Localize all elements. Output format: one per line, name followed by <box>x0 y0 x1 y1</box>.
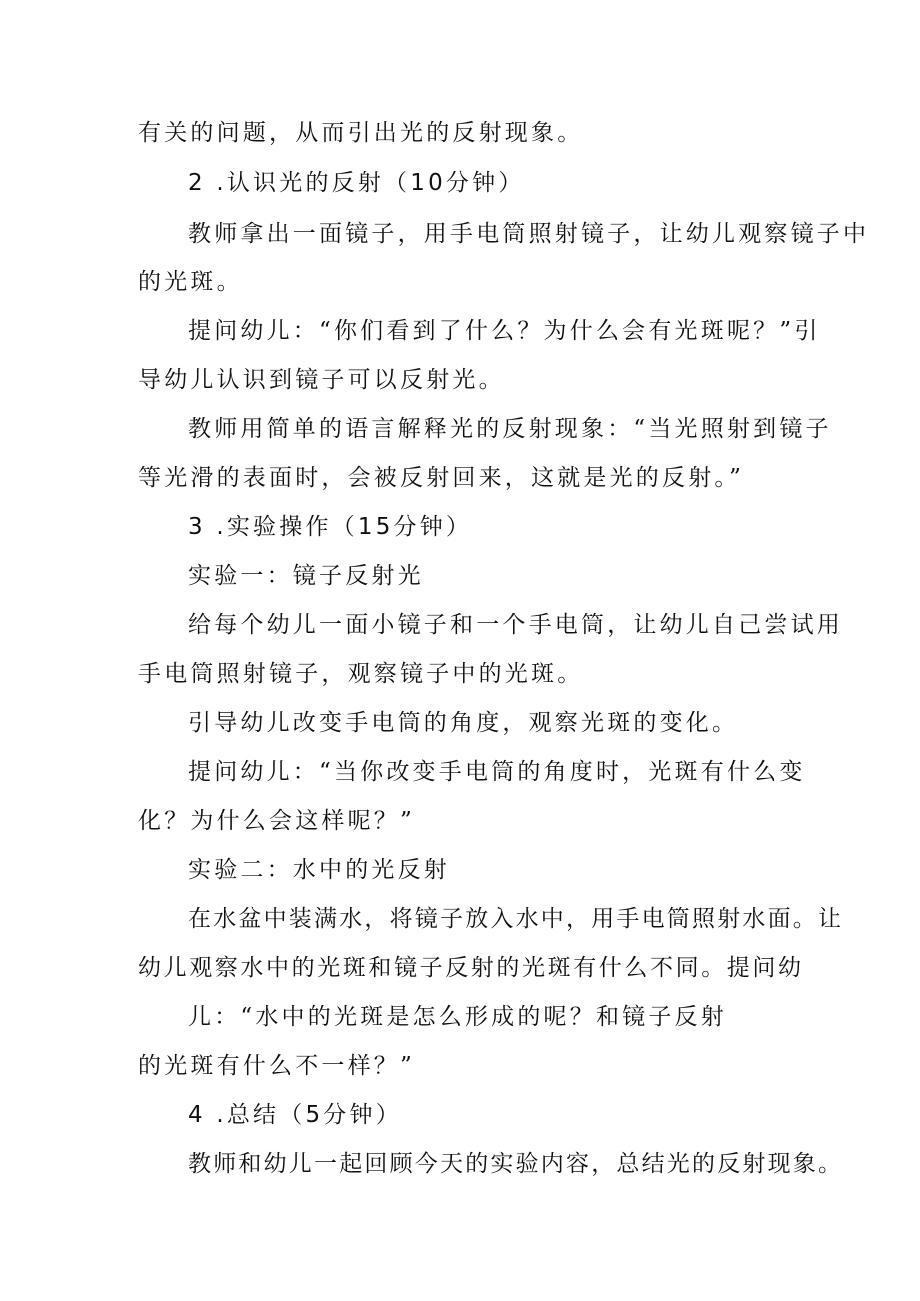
paragraph-line: 的光斑有什么不一样？” <box>138 1053 415 1079</box>
paragraph-line: 化？为什么会这样呢？” <box>138 808 415 834</box>
subheading-line: 实验二：水中的光反射 <box>188 857 450 883</box>
paragraph-line: 等光滑的表面时，会被反射回来，这就是光的反射。” <box>138 465 745 491</box>
section-heading: 4 .总结（5分钟） <box>188 1102 402 1128</box>
paragraph-line: 手电筒照射镜子，观察镜子中的光斑。 <box>138 661 584 687</box>
paragraph-line: 有关的问题，从而引出光的反射现象。 <box>138 120 584 146</box>
paragraph-line: 儿：“水中的光斑是怎么形成的呢？和镜子反射 <box>188 1004 727 1030</box>
paragraph-line: 引导幼儿改变手电筒的角度，观察光斑的变化。 <box>188 710 739 736</box>
paragraph-line: 给每个幼儿一面小镜子和一个手电筒，让幼儿自己尝试用 <box>188 612 843 638</box>
section-heading: 2 .认识光的反射（10分钟） <box>188 170 525 196</box>
paragraph-line: 教师拿出一面镜子，用手电筒照射镜子，让幼儿观察镜子中 <box>188 221 870 247</box>
paragraph-line: 幼儿观察水中的光斑和镜子反射的光斑有什么不同。提问幼 <box>138 955 804 981</box>
subheading-line: 实验一：镜子反射光 <box>188 563 424 589</box>
paragraph-line: 提问幼儿：“当你改变手电筒的角度时，光斑有什么变 <box>188 759 806 785</box>
paragraph-line: 教师用简单的语言解释光的反射现象：“当光照射到镜子 <box>188 416 832 442</box>
section-heading: 3 .实验操作（15分钟） <box>188 514 473 540</box>
paragraph-line: 在水盆中装满水，将镜子放入水中，用手电筒照射水面。让 <box>188 906 844 932</box>
paragraph-line: 教师和幼儿一起回顾今天的实验内容，总结光的反射现象。 <box>188 1151 844 1177</box>
paragraph-line: 的光斑。 <box>138 269 243 295</box>
paragraph-line: 提问幼儿：“你们看到了什么？为什么会有光斑呢？”引 <box>188 318 821 344</box>
paragraph-line: 导幼儿认识到镜子可以反射光。 <box>138 367 505 393</box>
